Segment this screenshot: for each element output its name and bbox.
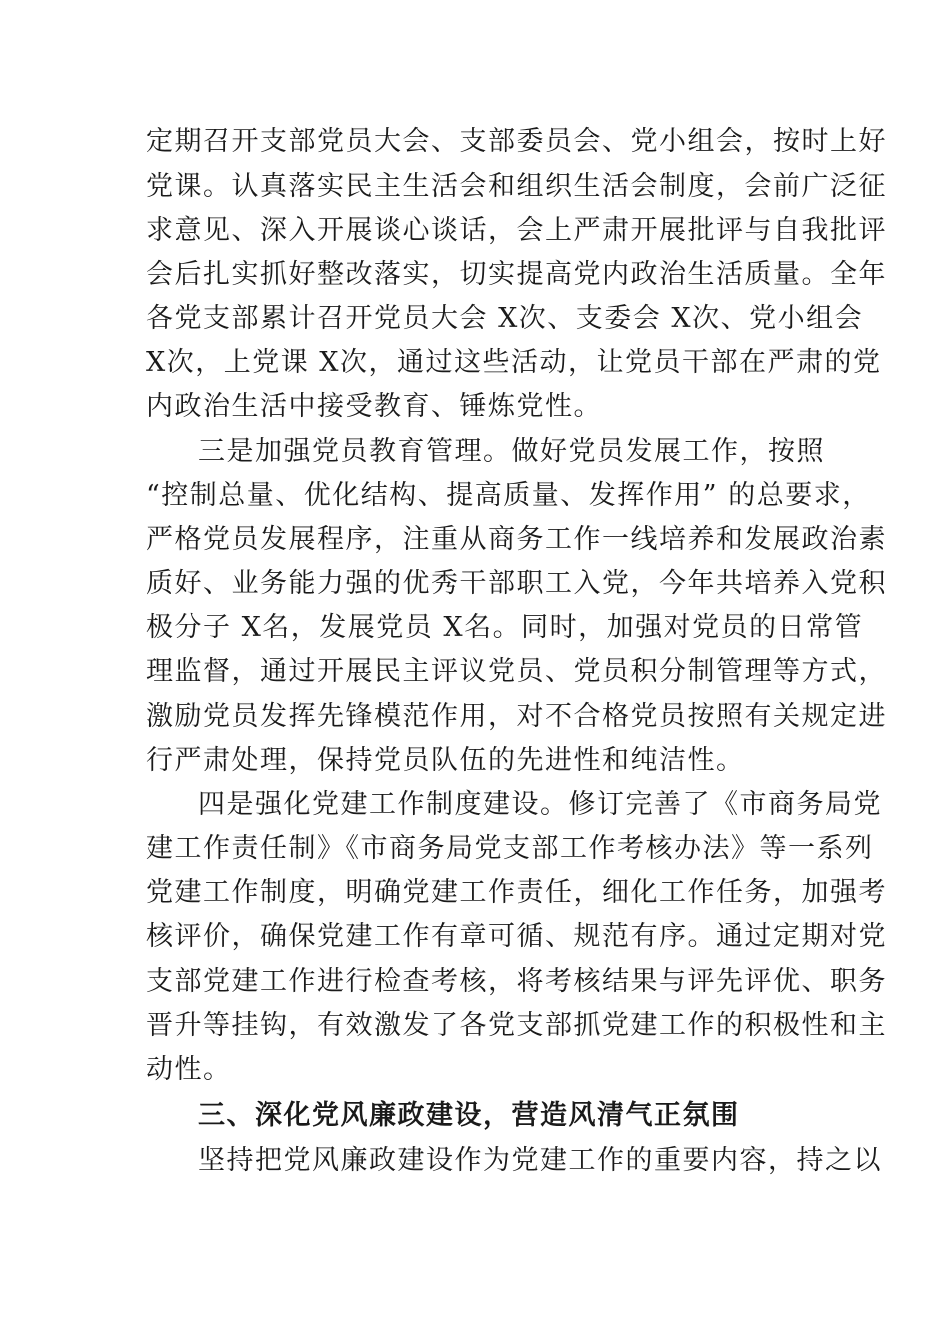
body-text-line: 各党支部累计召开党员大会 X次、支委会 X次、党小组会 — [146, 303, 864, 334]
body-text-line: 行严肃处理，保持党员队伍的先进性和纯洁性。 — [146, 745, 745, 776]
body-text-line: 党建工作制度，明确党建工作责任，细化工作任务，加强考 — [146, 877, 887, 908]
body-text-line: 建工作责任制》《市商务局党支部工作考核办法》等一系列 — [146, 833, 874, 864]
body-text-line: 定期召开支部党员大会、支部委员会、党小组会，按时上好 — [146, 126, 887, 157]
paragraph-first-line: 坚持把党风廉政建设作为党建工作的重要内容，持之以 — [198, 1145, 882, 1176]
body-text-line: 核评价，确保党建工作有章可循、规范有序。通过定期对党 — [146, 921, 887, 952]
body-text-line: 支部党建工作进行检查考核，将考核结果与评先评优、职务 — [146, 966, 887, 997]
body-text-line: 党课。认真落实民主生活会和组织生活会制度，会前广泛征 — [146, 171, 887, 202]
body-text-line: 内政治生活中接受教育、锤炼党性。 — [146, 391, 602, 422]
body-text-line: 会后扎实抓好整改落实，切实提高党内政治生活质量。全年 — [146, 259, 887, 290]
body-text-line: 激励党员发挥先锋模范作用，对不合格党员按照有关规定进 — [146, 701, 887, 732]
body-text-line: 极分子 X名，发展党员 X名。同时，加强对党员的日常管 — [146, 612, 864, 643]
paragraph-first-line: 三是加强党员教育管理。做好党员发展工作，按照 — [198, 436, 825, 467]
body-text-line: 质好、业务能力强的优秀干部职工入党，今年共培养入党积 — [146, 568, 887, 599]
body-text-line: 理监督，通过开展民主评议党员、党员积分制管理等方式， — [146, 656, 887, 687]
body-text-line: 求意见、深入开展谈心谈话，会上严肃开展批评与自我批评 — [146, 215, 887, 246]
body-text-line: 严格党员发展程序，注重从商务工作一线培养和发展政治素 — [146, 524, 887, 555]
paragraph-first-line: 四是强化党建工作制度建设。修订完善了《市商务局党 — [198, 789, 882, 820]
body-text-line: 动性。 — [146, 1054, 232, 1085]
body-text-line: “控制总量、优化结构、提高质量、发挥作用” 的总要求， — [146, 480, 871, 511]
section-heading: 三、深化党风廉政建设，营造风清气正氛围 — [198, 1100, 740, 1131]
body-text-line: 晋升等挂钩，有效激发了各党支部抓党建工作的积极性和主 — [146, 1010, 887, 1041]
body-text-line: X次，上党课 X次，通过这些活动，让党员干部在严肃的党 — [146, 347, 882, 378]
